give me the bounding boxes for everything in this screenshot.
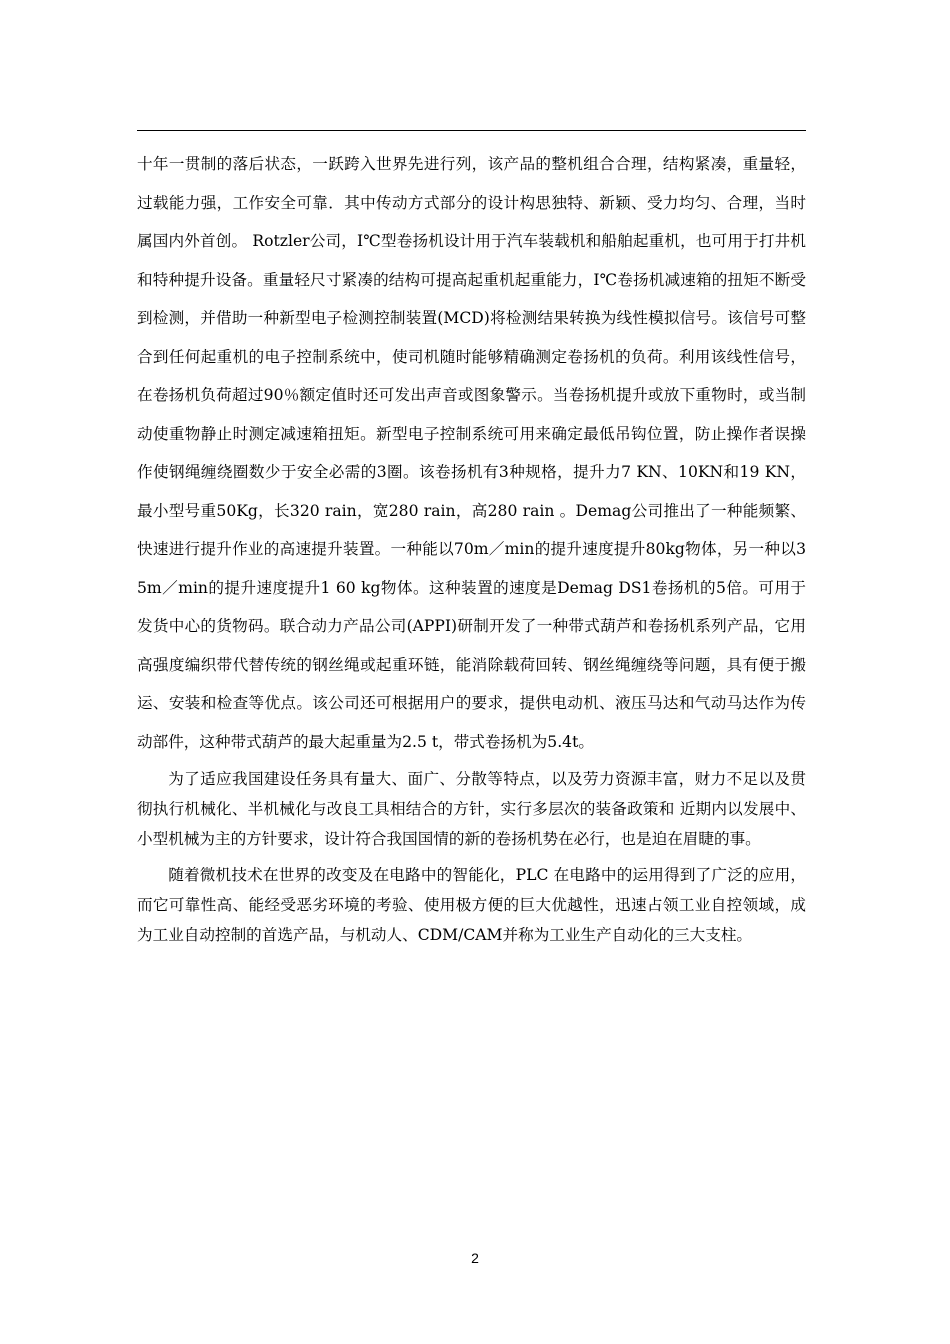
page-number: 2 bbox=[471, 1250, 479, 1266]
paragraph-2: 为了适应我国建设任务具有量大、面广、分散等特点，以及劳力资源丰富，财力不足以及贯彻执行机械化、半机械化与改良工具相结合的方针，实行多层次的装备政策和 近期内以发展中、小型机械为主的方针要求，设计符合我国国情的新的卷扬机势在必行，也是迫在眉睫的事。 bbox=[137, 770, 806, 848]
document-body bbox=[137, 145, 806, 950]
paragraph-3: 随着微机技术在世界的改变及在电路中的智能化，PLC 在电路中的运用得到了广泛的应用，而它可靠性高、能经受恶劣环境的考验、使用极方便的巨大优越性，迅速占领工业自控领域，成为工业自动控制的首选产品，与机动人、CDM/CAM并称为工业生产自动化的三大支柱。 bbox=[137, 866, 806, 944]
paragraph-1: 十年一贯制的落后状态，一跃跨入世界先进行列，该产品的整机组合合理，结构紧凑，重量轻，过载能力强，工作安全可靠．其中传动方式部分的设计构思独特、新颖、受力均匀、合理，当时属国内外首创。 Rotzler公司，I℃型卷扬机设计用于汽车装载机和船舶起重机，也可用于打井机和特种提升设备。重量轻尺寸紧凑的结构可提高起重机起重能力，I℃卷扬机减速箱的扭矩不断受到检测，并借助一种新型电子检测控制装置(MCD)将检测结果转换为线性模拟信号。该信号可整合到任何起重机的电子控制系统中，使司机随时能够精确测定卷扬机的负荷。利用该线性信号，在卷扬机负荷超过90％额定值时还可发出声音或图象警示。当卷扬机提升或放下重物时，或当制动使重物静止时测定减速箱扭矩。新型电子控制系统可用来确定最低吊钩位置，防止操作者误操作使钢绳缠绕圈数少于安全必需的3圈。该卷扬机有3种规格，提升力7 KN、10KN和19 KN，最小型号重50Kg，长320 rain，宽280 rain，高280 rain 。Demag公司推出了一种能频繁、快速进行提升作业的高速提升装置。一种能以70m／min的提升速度提升80kg物体，另一种以35m／min的提升速度提升1 60 kg物体。这种装置的速度是Demag DS1卷扬机的5倍。可用于发货中心的货物码。联合动力产品公司(APPI)研制开发了一种带式葫芦和卷扬机系列产品，它用高强度编织带代替传统的钢丝绳或起重环链，能消除载荷回转、钢丝绳缠绕等问题，具有便于搬运、安装和检查等优点。该公司还可根据用户的要求，提供电动机、液压马达和气动马达作为传动部件，这种带式葫芦的最大起重量为2.5 t，带式卷扬机为5.4t。 bbox=[137, 155, 806, 751]
header-rule bbox=[137, 130, 806, 131]
